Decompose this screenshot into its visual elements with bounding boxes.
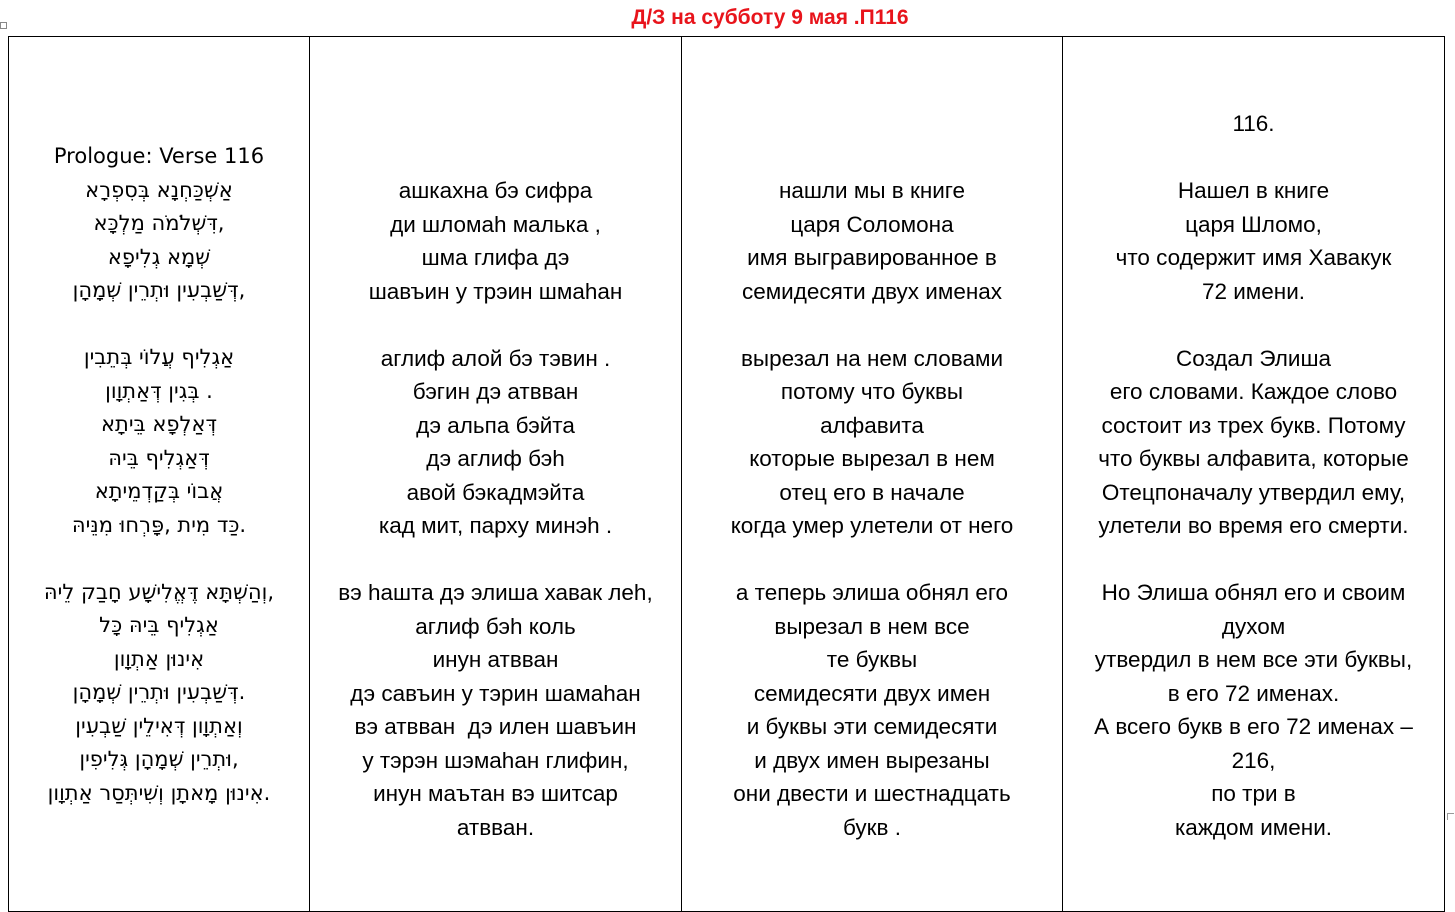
text-line: шавъин у трэин шмаhан (368, 278, 623, 304)
text-line: семидесяти двух именах (741, 278, 1003, 304)
text-line: духом (1221, 613, 1286, 639)
table-row (9, 37, 1445, 912)
hebrew-verse-text (9, 104, 309, 810)
text-line: атвван. (456, 814, 535, 840)
text-line: они двести и шестнадцать (733, 781, 1011, 806)
transliteration-cell[interactable] (310, 37, 682, 912)
text-line: инун атвван (432, 647, 559, 672)
literal-translation-text (682, 104, 1062, 844)
text-line: дэ аглиф бэh (426, 446, 565, 471)
text-line: בְּגִין דְּאַתְוָון . (105, 378, 213, 403)
text-line: אִינוּן מָאתָן וְשִׁיתְּסַר אַתְוָון. (47, 780, 271, 805)
text-line: Но Элиша обнял его и своим (1101, 580, 1406, 605)
text-line: אַגְלִיף עֲלוֹי בְּתֵבִין (83, 345, 235, 369)
text-line: его словами. Каждое слово (1109, 379, 1398, 404)
blank-line (1063, 543, 1444, 577)
text-line: утвердил в нем все эти буквы, (1094, 647, 1413, 672)
hebrew-text-cell[interactable] (9, 37, 310, 912)
text-line: каждом имени. (1174, 814, 1333, 840)
text-line: потому что буквы (780, 379, 964, 404)
text-line: вырезал на нем словами (740, 345, 1004, 371)
text-line: דִּשְׁלֹמֹה מַלְכָּא, (93, 211, 225, 235)
text-line: אַשְׁכַּחְנָא בְּסִפְרָא (85, 177, 233, 202)
text-line: те буквы (826, 647, 918, 672)
text-line: Prologue: Verse 116 (53, 144, 265, 168)
text-line: царя Шломо, (1185, 211, 1322, 237)
page-corner-mark (1447, 813, 1454, 820)
text-line: דְּאַגְלִיף בֵּיהּ (108, 445, 210, 470)
verse-table (8, 36, 1445, 912)
blank-line (9, 542, 309, 576)
text-line: букв . (843, 814, 901, 840)
blank-line (9, 308, 309, 342)
text-line: алфавита (820, 412, 924, 438)
text-line: 216, (1231, 747, 1276, 773)
text-line: аглиф алой бэ тэвин . (380, 345, 611, 371)
text-line: וְהַשְׁתָּא דֶּאֱלִישָׁע חָבַק לֵיהּ, (43, 579, 275, 604)
text-line: шма глифа дэ (421, 245, 570, 270)
literal-translation-cell[interactable] (682, 37, 1063, 912)
blank-line (1063, 141, 1444, 175)
text-line: авой бэкадмэйта (406, 479, 585, 505)
text-line: 116. (1232, 111, 1275, 136)
text-line: אַגְלִיף בֵּיהּ כָּל (99, 613, 219, 637)
text-line: которые вырезал в нем (749, 446, 995, 471)
blank-line (682, 308, 1062, 342)
text-line: инун маътан вэ шитсар (373, 781, 618, 806)
text-line: ашкахна бэ сифра (398, 178, 593, 203)
text-line: שְׁמָא גְלִיפָא (107, 244, 211, 269)
text-line: имя выгравированное в (747, 245, 997, 270)
text-line: что буквы алфавита, которые (1098, 446, 1409, 471)
text-line: דְּשַׁבְעִין וּתְרֵין שְׁמָהָן. (72, 680, 246, 704)
text-line: состоит из трех букв. Потому (1101, 412, 1406, 438)
text-line: вэ hашта дэ элиша хавак леh, (338, 580, 653, 605)
text-line: нашли мы в книге (778, 178, 966, 203)
text-line: Нашел в книге (1177, 178, 1330, 203)
text-line: отец его в начале (779, 479, 965, 505)
text-line: аглиф бэh коль (415, 613, 576, 639)
text-line: вырезал в нем все (774, 613, 970, 639)
text-line: в его 72 именах. (1167, 680, 1340, 706)
text-line: у тэрэн шэмаhан глифин, (362, 747, 629, 773)
text-line: улетели во время его смерти. (1098, 513, 1409, 538)
text-line: וּתְרֵין שְׁמָהָן גְּלִיפִין, (79, 747, 239, 771)
text-line: вэ атвван дэ илен шавъин (354, 714, 637, 739)
text-line: דְּשַׁבְעִין וּתְרֵין שְׁמָהָן, (72, 278, 246, 302)
text-line: дэ савъин у тэрин шамаhан (350, 680, 641, 706)
table-move-handle[interactable] (0, 22, 7, 29)
blank-line (310, 308, 681, 342)
translation-cell[interactable] (1063, 37, 1445, 912)
text-line: что содержит имя Хавакук (1115, 245, 1392, 270)
text-line: дэ альпа бэйта (416, 412, 575, 438)
text-line: Создал Элиша (1175, 345, 1332, 371)
text-line: דְּאַלְפָא בֵּיתָא (101, 412, 217, 436)
translation-text (1063, 104, 1444, 844)
text-line: когда умер улетели от него (730, 513, 1014, 538)
text-line: Отецпоначалу утвердил ему, (1101, 479, 1406, 505)
blank-line (682, 543, 1062, 577)
transliteration-text (310, 104, 681, 844)
blank-line (1063, 308, 1444, 342)
text-line: А всего букв в его 72 именах – (1094, 714, 1413, 739)
text-line: по три в (1211, 781, 1296, 806)
text-line: и буквы эти семидесяти (746, 714, 998, 739)
text-line: кад мит, парху минэh . (378, 513, 613, 538)
text-line: וְאַתְוָון דְּאִילֵין שַׁבְעִין (75, 713, 243, 738)
text-line: אֲבוֹי בְּקַדְמֵיתָא (94, 479, 224, 503)
text-line: ди шломаh малька , (390, 211, 601, 237)
text-line: и двух имен вырезаны (754, 747, 990, 773)
text-line: бэгин дэ атвван (412, 379, 579, 404)
text-line: царя Соломона (790, 211, 954, 237)
page-title: Д/З на субботу 9 мая .П116 (631, 6, 909, 29)
text-line: 72 имени. (1201, 278, 1306, 304)
blank-line (310, 543, 681, 577)
text-line: а теперь элиша обнял его (735, 580, 1009, 605)
text-line: כַּד מִית ,פָּרְחוּ מִנֵּיהּ. (71, 512, 247, 537)
text-line: אִינוּן אַתְוָון (113, 646, 205, 671)
text-line: семидесяти двух имен (753, 680, 991, 706)
